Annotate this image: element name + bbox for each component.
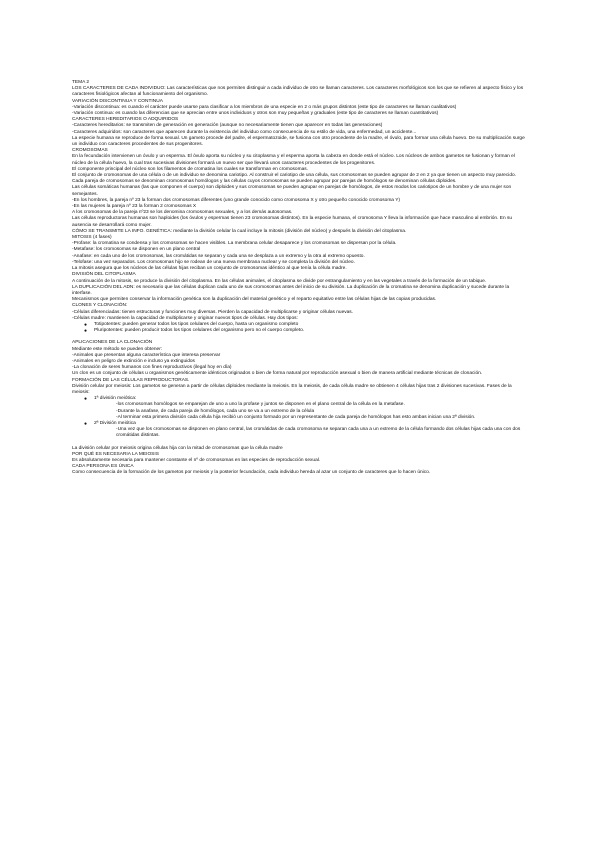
doc-line: -Células diferenciadas: tienen estructuras y funciones muy diversas. Pierden la capacidad de multiplicarse y originar células nuevas. xyxy=(72,309,354,315)
doc-line: -Caracteres hereditarios: se transmiten de generación en generación (aunque no necesariamente tienen que aparecer en todas las generaciones) xyxy=(72,123,383,129)
doc-line: El componente principal del núcleo son los filamentos de cromatina los cuales se transforman en cromosomas. xyxy=(72,166,308,172)
doc-line: -Anafase: en cada uno de los cromosomas, las cromátidas se separan y cada una se desplaza a un extremo y la otra al extremo opuesto. xyxy=(72,253,365,259)
doc-heading: CADA PERSONA ES ÚNICA xyxy=(72,464,134,470)
doc-line: -Animales que presentan alguna característica que interesa preservar xyxy=(72,352,221,358)
doc-line: -Animales en peligro de extinción e incluso ya extinguidos xyxy=(72,358,195,364)
doc-heading: CARACTERES HEREDITARIOS O ADQUIRIDOS xyxy=(72,117,179,123)
doc-line: -Metafase: los cromosomas se disponen en un plano central xyxy=(72,247,201,253)
doc-line: -La clonación de seres humanos con fines reproductivos (ilegal hoy en día) xyxy=(72,365,232,371)
meiosis-line: -los cromosomas homólogos se emparejan de uno a uno la profase y juntos se disponen en el plano central de la célula en la metafase. xyxy=(116,402,405,408)
doc-section-2 xyxy=(72,340,528,396)
doc-heading: CLONES Y CLONACIÓN: xyxy=(72,303,128,309)
doc-line: -Variación discontinua: es cuando el carácter puede usarse para clasificar a los miembros de una especie en 2 o más grupos distintos (este tipo de caracteres se llaman cualitativos) xyxy=(72,104,457,110)
meiosis-phase-1-title xyxy=(72,396,528,402)
bullet-text: Totipotentes: pueden generar todos los tipos celulares del cuerpo, hasta un organismo completo xyxy=(94,321,299,327)
document-page xyxy=(72,80,528,477)
meiosis-phase-2-title xyxy=(72,421,528,427)
doc-line: El conjunto de cromosomas de una célula o de un individuo se denomina cariotipo. Al construir el cariotipo de una célula, sus cromosomas se pueden agrupar de 2 en 2 ya que tienen un aspecto muy parecido. Cada pareja de cromosomas se denominan cromosomas homólogos y las células cuyos cromosomas se pueden agrupar por parejas de homólogos se denominan células diploides. xyxy=(72,173,516,185)
doc-heading: FORMACIÓN DE LAS CÉLULAS REPRODUCTORAS. xyxy=(72,377,190,383)
doc-line: Las células somáticas humanas (las que componen el cuerpo) son diploides y sus cromosomas se pueden agrupar en parejas de homólogos, de estos modos los cariotipos de un hombre y de una mujer son semejantes. xyxy=(72,185,512,197)
doc-line: La especie humana se reproduce de forma sexual. Un gameto procede del padre, el espermatozoide, se fusiona con otro procedente de la madre, el óvulo, para formar una célula huevo. De su multiplicación surge un individuo con caracteres procedentes de sus progenitores. xyxy=(72,135,525,148)
doc-line: -Telofase: una vez separados. Los cromosomas hijo se rodean de una nueva membrana nuclear y se completa la división del núcleo. xyxy=(72,259,355,265)
bullet-text: Pluripotentes: pueden producir todos los tipos celulares del organismo pero no el cuerpo completo. xyxy=(94,328,305,334)
bullet-item xyxy=(72,328,528,334)
doc-line: LOS CARACTERES DE CADA INDIVIDUO: Las características que nos permiten distinguir a cada individuo de otro se llaman caracteres. Los caracteres morfológicos son los que se refieren al aspecto físico y los caracteres fisiológicos afectan al funcionamiento del organismo. xyxy=(72,86,524,98)
doc-heading: APLICACIONES DE LA CLONACIÓN xyxy=(72,340,153,346)
doc-line: A los cromosomas de la pareja nº23 se los denomina cromosomas sexuales, y a los demás autosomas. xyxy=(72,210,293,216)
doc-line: La división celular por meiosis origina células hija con la mitad de cromosomas que la célula madre xyxy=(72,445,283,451)
doc-line: -Profase: la cromatina se condensa y los cromosomas se hacen visibles. La membrana celular desaparece y los cromosomas se dispersan por la célula. xyxy=(72,241,397,247)
doc-line: En la fecundación intervienen un óvulo y un esperma. El óvulo aporta su núcleo y su citoplasma y el esperma aporta la cabeza en donde está el núcleo. Los núcleos de ambos gametos se fusionan y forman el núcleo de la célula huevo, la cual tras sucesivas divisiones formará un nuevo ser que llevará unos caracteres procedentes de los progenitores. xyxy=(72,154,515,166)
meiosis-line: -Una vez que los cromosomas se disponen en plano central, las cromátidas de cada cromosoma se separan cada una a un extremo de la célula formando dos células hijas cada una con dos cromátidas distintas. xyxy=(116,427,521,439)
doc-line: División celular por meiosis: Los gametos se generan a partir de células diploides mediante la meiosis. En la meiosis, de cada célula madre se obtienen 4 células hijas tras 2 divisiones sucesivas. Fases de la meiosis: xyxy=(72,383,512,395)
doc-line: LA DUPLICACIÓN DEL ADN: es necesario que las células duplican cada uno de sus cromosomas antes del inicio de su división. La duplicación de la cromatina se denomina duplicación y sucede durante la interfase. xyxy=(72,284,510,296)
doc-heading: POR QUÉ ES NECESARIA LA MEIOSIS xyxy=(72,451,159,457)
doc-line: Un clon es un conjunto de células u organismos genéticamente idénticos originados o bien de forma natural por reproducción asexual o bien de manera artificial mediante técnicas de clonación. xyxy=(72,371,483,377)
doc-line: -Caracteres adquiridos: son caracteres que aparecen durante la existencia del individuo como consecuencia de su estilo de vida, una enfermedad, un accidente... xyxy=(72,129,417,135)
bullet-icon: ● xyxy=(84,396,88,403)
stem-cell-bullets xyxy=(72,322,528,334)
doc-line: -En los hombres, la pareja nº 23 la forman dos cromosomas diferentes (uno grande conocido como cromosoma X y otro pequeño conocido cromosoma Y) xyxy=(72,197,401,203)
doc-line: -Células madre: mantienen la capacidad de multiplicarse y originar nuevos tipos de células. Hay dos tipos: xyxy=(72,315,298,321)
meiosis-line: -Durante la anafase, de cada pareja de homólogos, cada uno se va a un extremo de la célula xyxy=(116,408,315,414)
doc-heading: CROMOSOMAS xyxy=(72,148,108,154)
doc-line: La mitosis asegura que los núcleos de las células hijas reciban un conjunto de cromosomas idéntico al que tenía la célula madre. xyxy=(72,266,347,272)
doc-line: Las células reproductoras humanas son haploides (los óvulos y espermas tienen 23 cromosomas distintos). En la especie humana, el cromosoma Y lleva la información que hace masculino al embrión. En su ausencia se desarrollará como mujer. xyxy=(72,216,513,228)
doc-section-3 xyxy=(72,446,528,477)
bullet-text: 2ª División meiótica xyxy=(94,420,136,426)
doc-line: -Variación continua: es cuando las diferencias que se aprecian entre unos individuos y otros son muy pequeñas y graduales (este tipo de caracteres se llaman cuantitativos) xyxy=(72,111,439,117)
doc-line: Mediante este método se pueden obtener: xyxy=(72,346,163,352)
meiosis-list xyxy=(72,396,528,439)
doc-title: TEMA 2 xyxy=(72,80,90,85)
doc-line: Es absolutamente necesaria para mantener constante el nº de cromosomas en las especies de reproducción sexual. xyxy=(72,457,321,463)
doc-line: -En las mujeres la pareja nº 23 la forman 2 cromosomas X xyxy=(72,204,197,210)
bullet-icon: ● xyxy=(84,420,88,427)
doc-line: Como consecuencia de la formación de los gametos por meiosis y la posterior fecundación, cada individuo hereda al azar un conjunto de caracteres que lo hacen único. xyxy=(72,470,431,476)
doc-heading: MITOSIS (4 fases) xyxy=(72,235,112,241)
bullet-icon: ● xyxy=(84,328,88,335)
bullet-icon: ● xyxy=(84,321,88,328)
doc-section-1 xyxy=(72,86,528,322)
doc-line: CÓMO SE TRANSMITE LA INFO. GENÉTICA: mediante la división celular la cual incluye la mitosis (división del núcleo) y después la división del citoplasma. xyxy=(72,228,407,234)
bullet-text: 1ª división meiótica: xyxy=(94,396,137,402)
doc-line: Mecanismos que permiten conservar la información genética son la duplicación del material genético y el reparto equitativo entre las células hijas de las copias producidas. xyxy=(72,297,437,303)
doc-line: A continuación de la mitosis, se produce la división del citoplasma. En las células animales, el citoplasma se divide por estrangulamiento y en las vegetales a través de la formación de un tabique. xyxy=(72,278,487,284)
meiosis-line: -Al terminar esta primera división cada célula hija recibió un conjunto formado por un representante de cada pareja de homólogos has esto ambas inician una 2ª división. xyxy=(116,414,476,420)
doc-heading: DIVISIÓN DEL CITOPLASMA xyxy=(72,272,136,278)
doc-heading: VARIACIÓN DISCONTINUA Y CONTINUA xyxy=(72,98,163,104)
